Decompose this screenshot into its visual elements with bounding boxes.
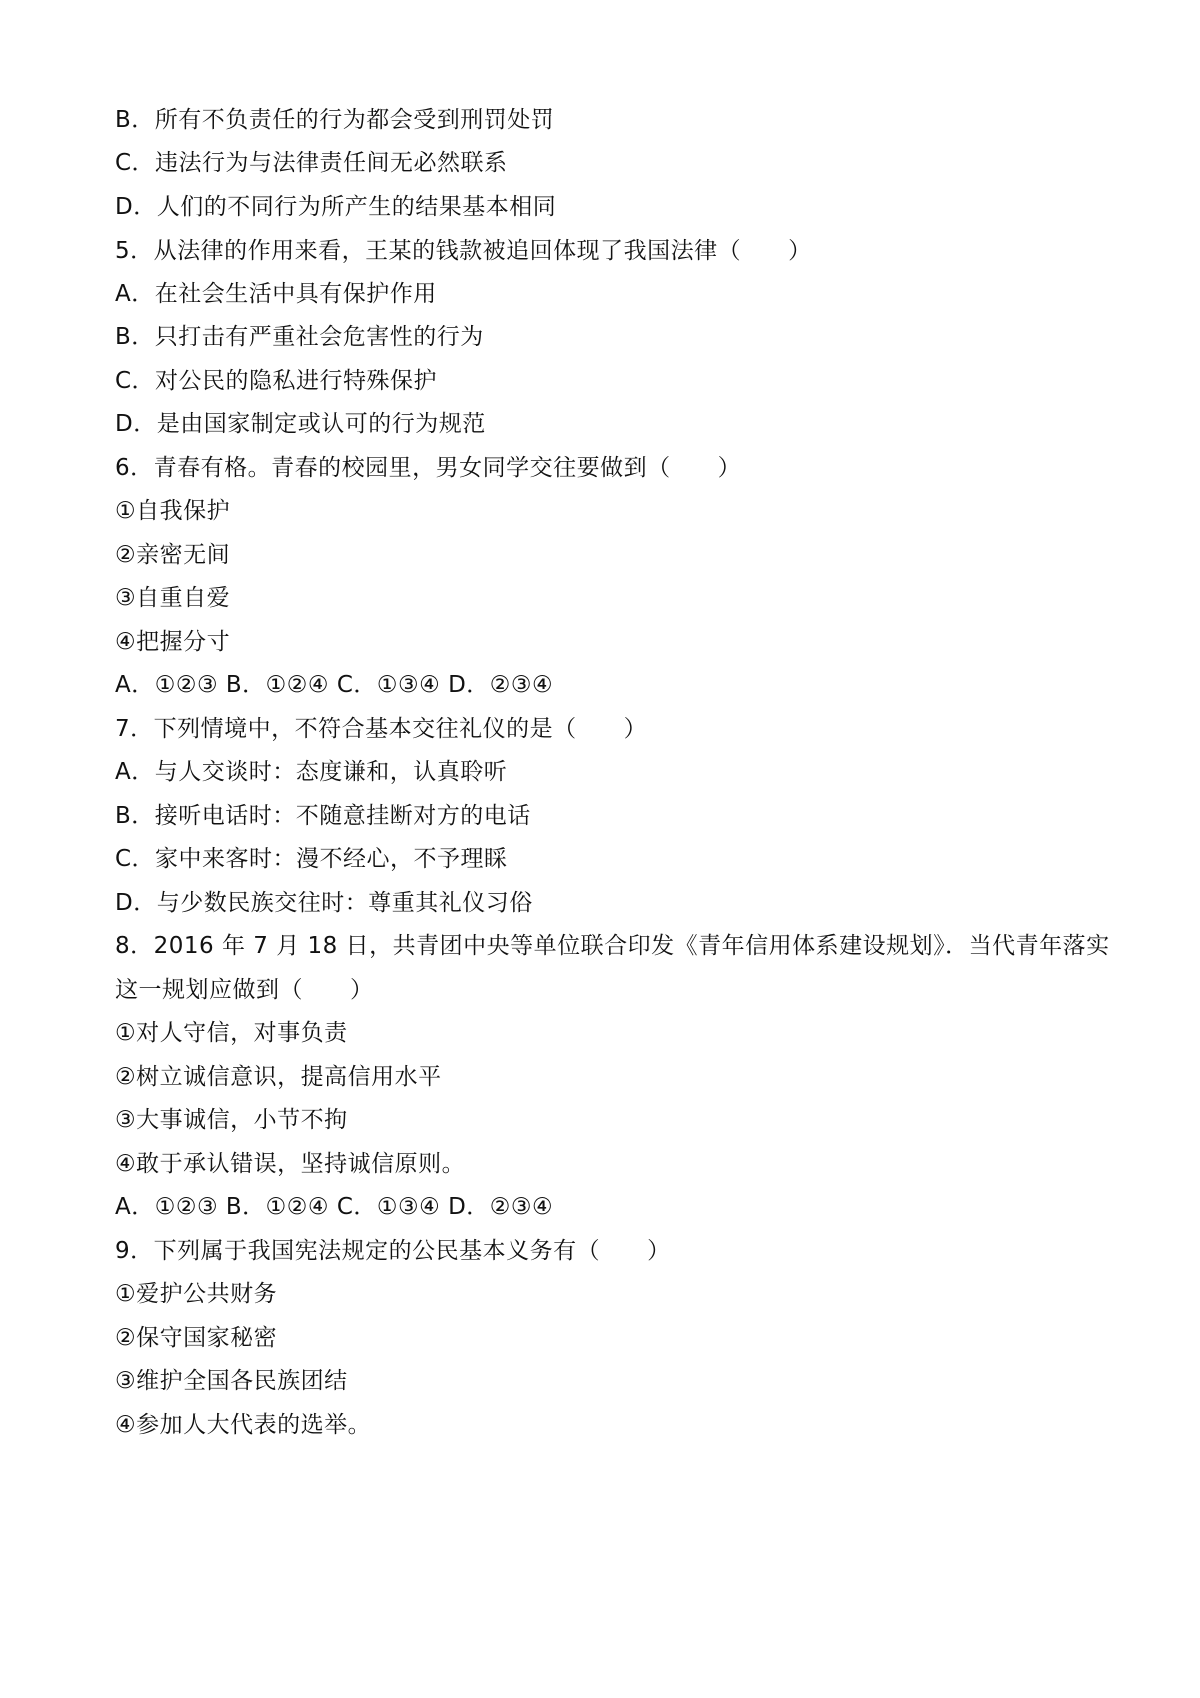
statement-line: ①爱护公共财务 [115, 1281, 278, 1307]
option-line: A．与人交谈时：态度谦和，认真聆听 [115, 759, 508, 785]
question-stem: 7．下列情境中，不符合基本交往礼仪的是（ ） [115, 716, 648, 742]
question-stem-continued: 这一规划应做到（ ） [115, 977, 374, 1003]
question-stem: 6．青春有格。青春的校园里，男女同学交往要做到（ ） [115, 455, 742, 481]
option-line: D．与少数民族交往时：尊重其礼仪习俗 [115, 890, 533, 916]
option-line: C．违法行为与法律责任间无必然联系 [115, 150, 508, 176]
statement-line: ④参加人大代表的选举。 [115, 1412, 372, 1438]
statement-line: ③维护全国各民族团结 [115, 1368, 348, 1394]
statement-line: ②树立诚信意识，提高信用水平 [115, 1064, 442, 1090]
question-stem: 8．2016 年 7 月 18 日，共青团中央等单位联合印发《青年信用体系建设规划》．当代青年落实 [115, 933, 1110, 959]
option-line: A．在社会生活中具有保护作用 [115, 281, 437, 307]
option-line: B．接听电话时：不随意挂断对方的电话 [115, 803, 531, 829]
statement-line: ①对人守信，对事负责 [115, 1020, 348, 1046]
option-line: B．只打击有严重社会危害性的行为 [115, 324, 484, 350]
statement-line: ③自重自爱 [115, 585, 231, 611]
question-stem: 9．下列属于我国宪法规定的公民基本义务有（ ） [115, 1238, 671, 1264]
option-line: C．家中来客时：漫不经心，不予理睬 [115, 846, 508, 872]
statement-line: ②保守国家秘密 [115, 1325, 278, 1351]
question-stem: 5．从法律的作用来看，王某的钱款被追回体现了我国法律（ ） [115, 238, 812, 264]
statement-line: ②亲密无间 [115, 542, 231, 568]
statement-line: ①自我保护 [115, 498, 231, 524]
answer-choices: A．①②③ B．①②④ C．①③④ D．②③④ [115, 1194, 554, 1220]
statement-line: ④敢于承认错误，坚持诚信原则。 [115, 1151, 466, 1177]
option-line: D．人们的不同行为所产生的结果基本相同 [115, 194, 557, 220]
option-line: D．是由国家制定或认可的行为规范 [115, 411, 486, 437]
statement-line: ③大事诚信，小节不拘 [115, 1107, 348, 1133]
option-line: B．所有不负责任的行为都会受到刑罚处罚 [115, 107, 555, 133]
answer-choices: A．①②③ B．①②④ C．①③④ D．②③④ [115, 672, 554, 698]
option-line: C．对公民的隐私进行特殊保护 [115, 368, 438, 394]
statement-line: ④把握分寸 [115, 629, 231, 655]
